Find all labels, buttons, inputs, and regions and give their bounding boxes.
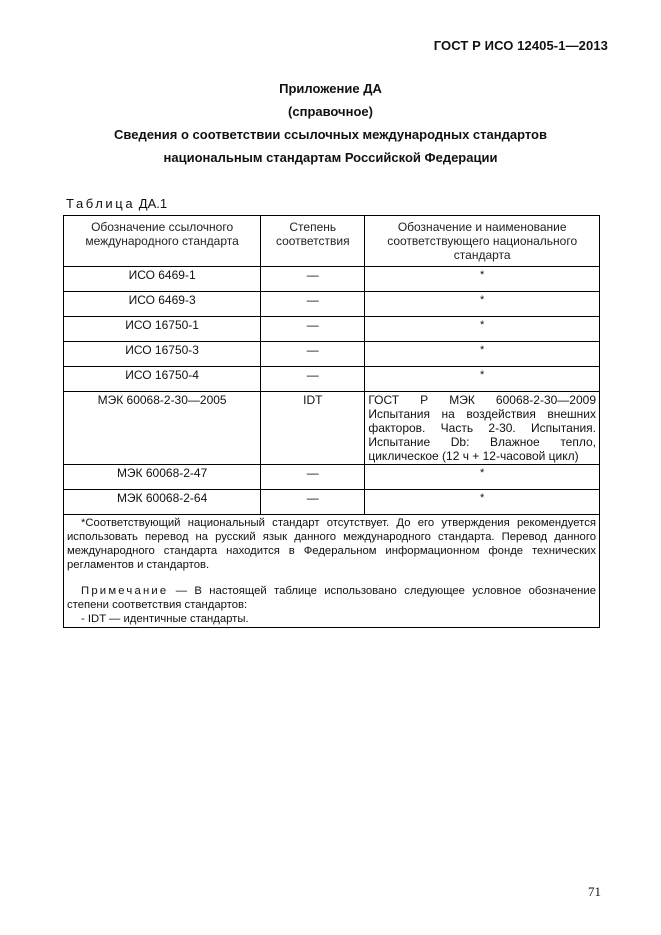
cell-reference: ИСО 6469-1 xyxy=(64,267,261,292)
table-row xyxy=(64,465,600,490)
appendix-heading-line2: национальным стандартам Российской Федерации xyxy=(163,150,498,165)
cell-degree: — xyxy=(261,292,365,317)
note-text: — В настоящей таблице использовано следующее условное обозначение степени соответствия стандартов: xyxy=(67,585,596,611)
cell-degree: — xyxy=(261,267,365,292)
table-row xyxy=(64,367,600,392)
cell-national: * xyxy=(365,342,600,367)
cell-reference: ИСО 6469-3 xyxy=(64,292,261,317)
table-footnote-cell xyxy=(64,515,600,628)
column-header-reference: Обозначение ссылочного международного стандарта xyxy=(64,216,261,267)
column-header-degree: Степень соответствия xyxy=(261,216,365,267)
page-number: 71 xyxy=(588,884,601,899)
table-row xyxy=(64,342,600,367)
cell-national: * xyxy=(365,292,600,317)
cell-degree: — xyxy=(261,317,365,342)
cell-national: * xyxy=(365,490,600,515)
cell-degree: — xyxy=(261,367,365,392)
cell-degree: — xyxy=(261,342,365,367)
cell-reference: ИСО 16750-4 xyxy=(64,367,261,392)
table-row xyxy=(64,292,600,317)
note-label: Примечание xyxy=(81,585,169,597)
cell-degree: — xyxy=(261,490,365,515)
cell-degree: IDT xyxy=(261,392,365,465)
cell-national: * xyxy=(365,317,600,342)
table-caption xyxy=(66,196,167,211)
document-code-header: ГОСТ Р ИСО 12405-1—2013 xyxy=(433,38,608,53)
table-row xyxy=(64,267,600,292)
column-header-national: Обозначение и наименование соответствующего национального стандарта xyxy=(365,216,600,267)
cell-reference: МЭК 60068-2-30—2005 xyxy=(64,392,261,465)
appendix-heading-line1: Сведения о соответствии ссылочных международных стандартов xyxy=(114,127,547,142)
appendix-title: Приложение ДА xyxy=(279,81,382,96)
table-header-row xyxy=(64,216,600,267)
cell-national: ГОСТ Р МЭК 60068-2-30—2009 Испытания на воздействия внешних факторов. Часть 2-30. Испытания. Испытание Db: Влажное тепло, циклическое (12 ч + 12-часовой цикл) xyxy=(365,392,600,465)
cell-reference: МЭК 60068-2-64 xyxy=(64,490,261,515)
note-item: - IDT — идентичные стандарты. xyxy=(81,613,249,625)
appendix-subtitle: (справочное) xyxy=(288,104,373,119)
table-row xyxy=(64,490,600,515)
footnote-text: *Соответствующий национальный стандарт отсутствует. До его утверждения рекомендуется использовать перевод на русский язык данного международного стандарта. Перевод данного международного стандарта находится в Федеральном информационном фонде технических регламентов и стандартов. xyxy=(67,517,596,571)
note-paragraph xyxy=(67,584,596,612)
table-footer-row xyxy=(64,515,600,628)
correspondence-table xyxy=(63,215,600,628)
cell-reference: ИСО 16750-1 xyxy=(64,317,261,342)
cell-reference: ИСО 16750-3 xyxy=(64,342,261,367)
cell-national: * xyxy=(365,465,600,490)
cell-national: * xyxy=(365,367,600,392)
cell-reference: МЭК 60068-2-47 xyxy=(64,465,261,490)
table-caption-word: Таблица xyxy=(66,196,136,211)
table-row xyxy=(64,392,600,465)
table-caption-number: ДА.1 xyxy=(138,196,168,211)
table-row xyxy=(64,317,600,342)
cell-national: * xyxy=(365,267,600,292)
cell-degree: — xyxy=(261,465,365,490)
